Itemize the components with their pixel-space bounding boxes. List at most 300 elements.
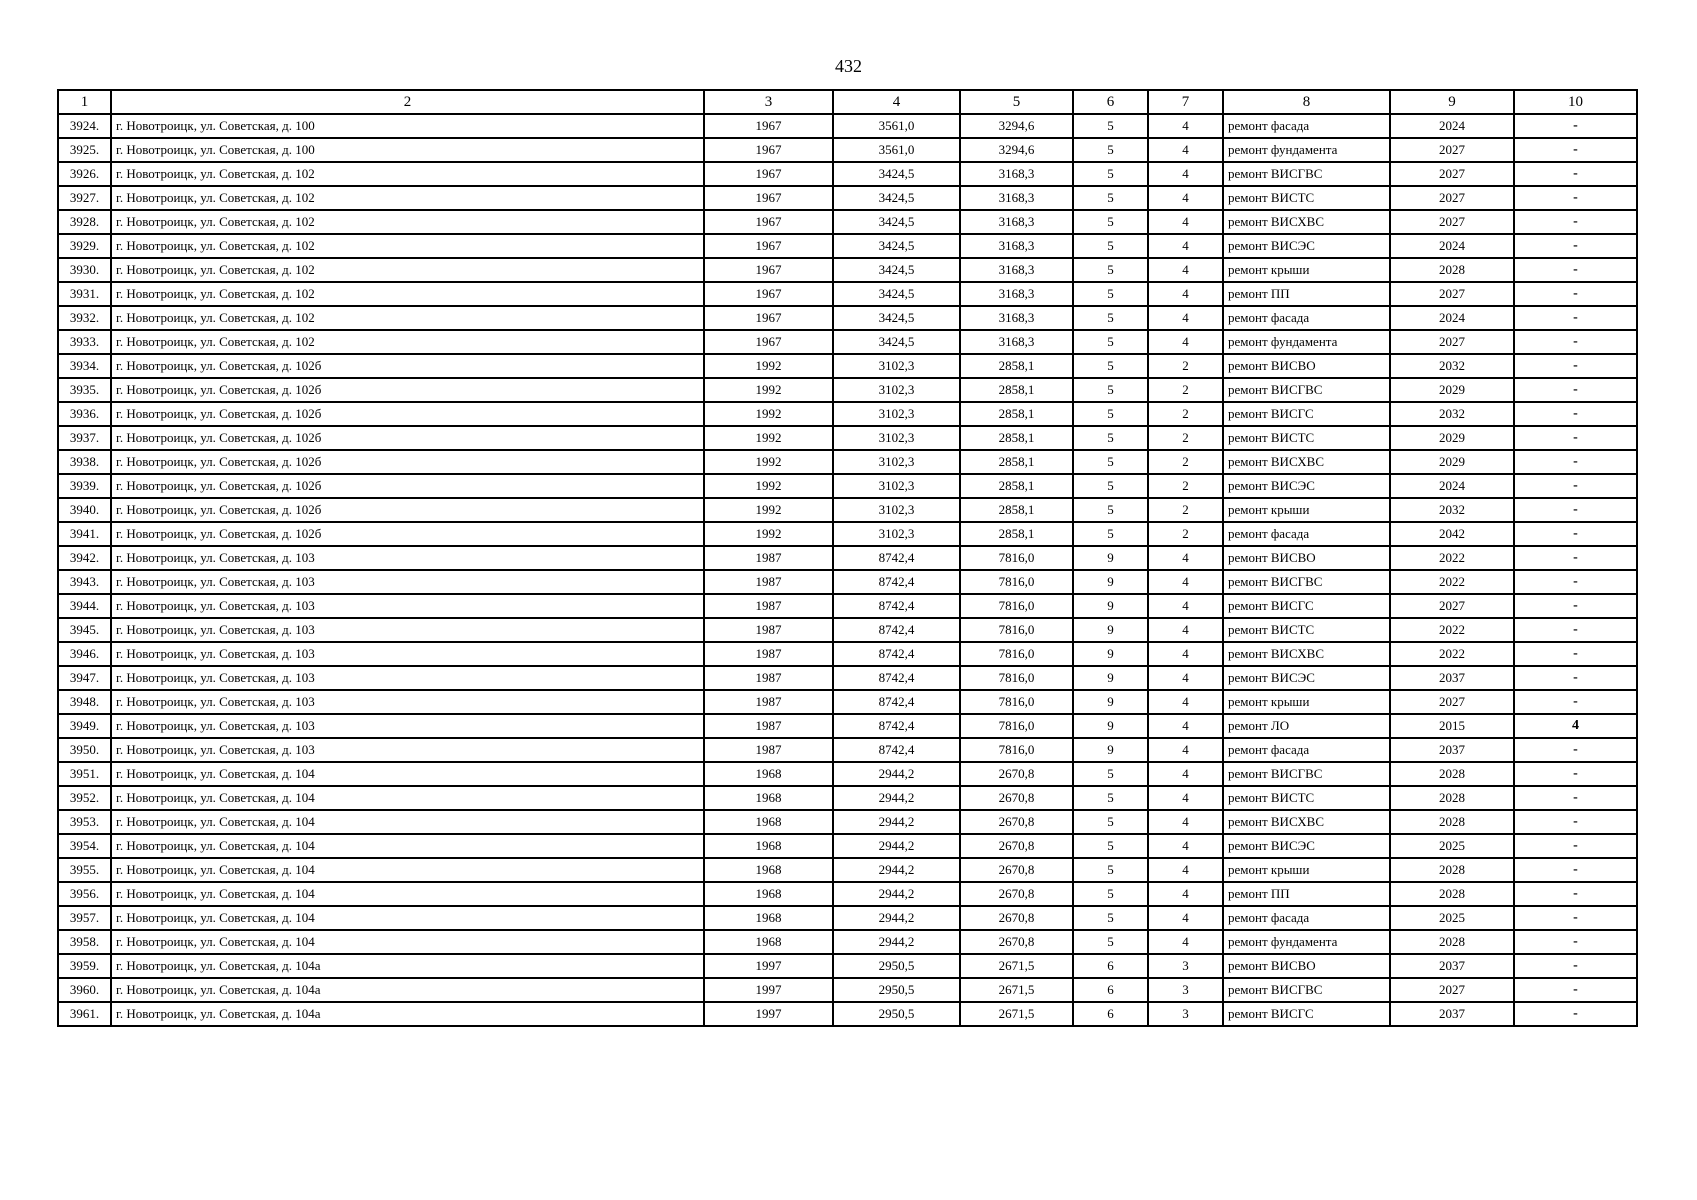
row-number-cell: 3953. bbox=[58, 810, 111, 834]
living-area-cell: 7816,0 bbox=[960, 666, 1073, 690]
year-built-cell: 1968 bbox=[704, 930, 833, 954]
floors-cell: 5 bbox=[1073, 930, 1148, 954]
planned-year-cell: 2029 bbox=[1390, 426, 1514, 450]
planned-year-cell: 2042 bbox=[1390, 522, 1514, 546]
year-built-cell: 1967 bbox=[704, 258, 833, 282]
address-cell: г. Новотроицк, ул. Советская, д. 104 bbox=[111, 762, 704, 786]
row-number-cell: 3934. bbox=[58, 354, 111, 378]
planned-year-cell: 2027 bbox=[1390, 282, 1514, 306]
entrances-cell: 4 bbox=[1148, 258, 1223, 282]
work-type-cell: ремонт ПП bbox=[1223, 882, 1390, 906]
entrances-cell: 3 bbox=[1148, 954, 1223, 978]
work-type-cell: ремонт ВИСВО bbox=[1223, 546, 1390, 570]
row-number-cell: 3938. bbox=[58, 450, 111, 474]
row-number-cell: 3925. bbox=[58, 138, 111, 162]
year-built-cell: 1967 bbox=[704, 282, 833, 306]
row-number-cell: 3952. bbox=[58, 786, 111, 810]
address-cell: г. Новотроицк, ул. Советская, д. 100 bbox=[111, 138, 704, 162]
table-row bbox=[58, 282, 1637, 306]
year-built-cell: 1968 bbox=[704, 810, 833, 834]
planned-year-cell: 2027 bbox=[1390, 690, 1514, 714]
living-area-cell: 2858,1 bbox=[960, 354, 1073, 378]
planned-year-cell: 2024 bbox=[1390, 306, 1514, 330]
planned-year-cell: 2028 bbox=[1390, 930, 1514, 954]
living-area-cell: 3168,3 bbox=[960, 186, 1073, 210]
column-header: 7 bbox=[1148, 90, 1223, 114]
work-type-cell: ремонт ВИСЭС bbox=[1223, 834, 1390, 858]
address-cell: г. Новотроицк, ул. Советская, д. 102 bbox=[111, 282, 704, 306]
year-built-cell: 1968 bbox=[704, 906, 833, 930]
note-cell: - bbox=[1514, 330, 1637, 354]
work-type-cell: ремонт фундамента bbox=[1223, 930, 1390, 954]
entrances-cell: 4 bbox=[1148, 642, 1223, 666]
table-row bbox=[58, 426, 1637, 450]
entrances-cell: 4 bbox=[1148, 618, 1223, 642]
entrances-cell: 4 bbox=[1148, 882, 1223, 906]
entrances-cell: 4 bbox=[1148, 666, 1223, 690]
total-area-cell: 3102,3 bbox=[833, 378, 960, 402]
row-number-cell: 3926. bbox=[58, 162, 111, 186]
work-type-cell: ремонт фасада bbox=[1223, 906, 1390, 930]
address-cell: г. Новотроицк, ул. Советская, д. 103 bbox=[111, 546, 704, 570]
entrances-cell: 4 bbox=[1148, 786, 1223, 810]
table-row bbox=[58, 546, 1637, 570]
living-area-cell: 2670,8 bbox=[960, 858, 1073, 882]
row-number-cell: 3941. bbox=[58, 522, 111, 546]
floors-cell: 5 bbox=[1073, 762, 1148, 786]
living-area-cell: 3294,6 bbox=[960, 138, 1073, 162]
year-built-cell: 1997 bbox=[704, 978, 833, 1002]
entrances-cell: 2 bbox=[1148, 378, 1223, 402]
row-number-cell: 3949. bbox=[58, 714, 111, 738]
note-cell: - bbox=[1514, 234, 1637, 258]
work-type-cell: ремонт ВИСТС bbox=[1223, 618, 1390, 642]
entrances-cell: 4 bbox=[1148, 906, 1223, 930]
address-cell: г. Новотроицк, ул. Советская, д. 103 bbox=[111, 666, 704, 690]
living-area-cell: 2670,8 bbox=[960, 882, 1073, 906]
year-built-cell: 1992 bbox=[704, 474, 833, 498]
table-body bbox=[58, 114, 1637, 1026]
year-built-cell: 1987 bbox=[704, 546, 833, 570]
entrances-cell: 4 bbox=[1148, 762, 1223, 786]
work-type-cell: ремонт ВИСГВС bbox=[1223, 570, 1390, 594]
entrances-cell: 4 bbox=[1148, 306, 1223, 330]
table-row bbox=[58, 762, 1637, 786]
address-cell: г. Новотроицк, ул. Советская, д. 102б bbox=[111, 522, 704, 546]
table-row bbox=[58, 738, 1637, 762]
entrances-cell: 4 bbox=[1148, 210, 1223, 234]
floors-cell: 5 bbox=[1073, 474, 1148, 498]
planned-year-cell: 2027 bbox=[1390, 186, 1514, 210]
year-built-cell: 1968 bbox=[704, 882, 833, 906]
year-built-cell: 1968 bbox=[704, 786, 833, 810]
total-area-cell: 8742,4 bbox=[833, 690, 960, 714]
address-cell: г. Новотроицк, ул. Советская, д. 103 bbox=[111, 714, 704, 738]
address-cell: г. Новотроицк, ул. Советская, д. 102б bbox=[111, 498, 704, 522]
work-type-cell: ремонт ВИСГВС bbox=[1223, 978, 1390, 1002]
row-number-cell: 3935. bbox=[58, 378, 111, 402]
total-area-cell: 3561,0 bbox=[833, 138, 960, 162]
row-number-cell: 3937. bbox=[58, 426, 111, 450]
planned-year-cell: 2024 bbox=[1390, 474, 1514, 498]
entrances-cell: 4 bbox=[1148, 186, 1223, 210]
row-number-cell: 3927. bbox=[58, 186, 111, 210]
planned-year-cell: 2025 bbox=[1390, 906, 1514, 930]
row-number-cell: 3954. bbox=[58, 834, 111, 858]
note-cell: - bbox=[1514, 930, 1637, 954]
year-built-cell: 1997 bbox=[704, 954, 833, 978]
planned-year-cell: 2028 bbox=[1390, 858, 1514, 882]
address-cell: г. Новотроицк, ул. Советская, д. 102 bbox=[111, 234, 704, 258]
year-built-cell: 1987 bbox=[704, 594, 833, 618]
table-row bbox=[58, 858, 1637, 882]
table-row bbox=[58, 162, 1637, 186]
floors-cell: 9 bbox=[1073, 594, 1148, 618]
address-cell: г. Новотроицк, ул. Советская, д. 102б bbox=[111, 474, 704, 498]
note-cell: - bbox=[1514, 186, 1637, 210]
total-area-cell: 8742,4 bbox=[833, 642, 960, 666]
address-cell: г. Новотроицк, ул. Советская, д. 102 bbox=[111, 258, 704, 282]
work-type-cell: ремонт ВИСЭС bbox=[1223, 666, 1390, 690]
living-area-cell: 7816,0 bbox=[960, 738, 1073, 762]
total-area-cell: 3102,3 bbox=[833, 522, 960, 546]
living-area-cell: 2670,8 bbox=[960, 810, 1073, 834]
total-area-cell: 8742,4 bbox=[833, 594, 960, 618]
entrances-cell: 2 bbox=[1148, 474, 1223, 498]
floors-cell: 5 bbox=[1073, 498, 1148, 522]
note-cell: - bbox=[1514, 258, 1637, 282]
floors-cell: 5 bbox=[1073, 186, 1148, 210]
entrances-cell: 2 bbox=[1148, 426, 1223, 450]
row-number-cell: 3950. bbox=[58, 738, 111, 762]
floors-cell: 9 bbox=[1073, 546, 1148, 570]
living-area-cell: 2858,1 bbox=[960, 474, 1073, 498]
address-cell: г. Новотроицк, ул. Советская, д. 102 bbox=[111, 162, 704, 186]
living-area-cell: 2670,8 bbox=[960, 762, 1073, 786]
total-area-cell: 8742,4 bbox=[833, 738, 960, 762]
total-area-cell: 2944,2 bbox=[833, 810, 960, 834]
total-area-cell: 3102,3 bbox=[833, 474, 960, 498]
work-type-cell: ремонт ВИСТС bbox=[1223, 426, 1390, 450]
row-number-cell: 3959. bbox=[58, 954, 111, 978]
living-area-cell: 2671,5 bbox=[960, 954, 1073, 978]
work-type-cell: ремонт крыши bbox=[1223, 498, 1390, 522]
row-number-cell: 3942. bbox=[58, 546, 111, 570]
living-area-cell: 2670,8 bbox=[960, 906, 1073, 930]
total-area-cell: 2950,5 bbox=[833, 954, 960, 978]
column-header: 5 bbox=[960, 90, 1073, 114]
living-area-cell: 2671,5 bbox=[960, 978, 1073, 1002]
row-number-cell: 3944. bbox=[58, 594, 111, 618]
year-built-cell: 1967 bbox=[704, 186, 833, 210]
note-cell: - bbox=[1514, 858, 1637, 882]
address-cell: г. Новотроицк, ул. Советская, д. 102 bbox=[111, 210, 704, 234]
work-type-cell: ремонт ВИСХВС bbox=[1223, 450, 1390, 474]
living-area-cell: 7816,0 bbox=[960, 642, 1073, 666]
table-row bbox=[58, 930, 1637, 954]
table-row bbox=[58, 690, 1637, 714]
note-cell: - bbox=[1514, 402, 1637, 426]
work-type-cell: ремонт ВИСВО bbox=[1223, 354, 1390, 378]
floors-cell: 5 bbox=[1073, 426, 1148, 450]
address-cell: г. Новотроицк, ул. Советская, д. 104а bbox=[111, 1002, 704, 1026]
year-built-cell: 1987 bbox=[704, 738, 833, 762]
table-row bbox=[58, 570, 1637, 594]
work-type-cell: ремонт крыши bbox=[1223, 258, 1390, 282]
entrances-cell: 4 bbox=[1148, 738, 1223, 762]
total-area-cell: 3102,3 bbox=[833, 402, 960, 426]
living-area-cell: 2858,1 bbox=[960, 378, 1073, 402]
floors-cell: 5 bbox=[1073, 258, 1148, 282]
table-row bbox=[58, 906, 1637, 930]
address-cell: г. Новотроицк, ул. Советская, д. 104 bbox=[111, 834, 704, 858]
note-cell: - bbox=[1514, 546, 1637, 570]
floors-cell: 5 bbox=[1073, 810, 1148, 834]
entrances-cell: 4 bbox=[1148, 138, 1223, 162]
note-cell: - bbox=[1514, 810, 1637, 834]
year-built-cell: 1987 bbox=[704, 618, 833, 642]
note-cell: - bbox=[1514, 162, 1637, 186]
living-area-cell: 2858,1 bbox=[960, 498, 1073, 522]
note-cell: - bbox=[1514, 378, 1637, 402]
work-type-cell: ремонт крыши bbox=[1223, 858, 1390, 882]
planned-year-cell: 2027 bbox=[1390, 210, 1514, 234]
note-cell: - bbox=[1514, 570, 1637, 594]
living-area-cell: 7816,0 bbox=[960, 594, 1073, 618]
entrances-cell: 4 bbox=[1148, 282, 1223, 306]
year-built-cell: 1992 bbox=[704, 450, 833, 474]
planned-year-cell: 2022 bbox=[1390, 642, 1514, 666]
work-type-cell: ремонт ВИСТС bbox=[1223, 786, 1390, 810]
table-row bbox=[58, 210, 1637, 234]
work-type-cell: ремонт фундамента bbox=[1223, 138, 1390, 162]
table-row bbox=[58, 258, 1637, 282]
work-type-cell: ремонт ЛО bbox=[1223, 714, 1390, 738]
entrances-cell: 4 bbox=[1148, 858, 1223, 882]
living-area-cell: 3168,3 bbox=[960, 306, 1073, 330]
living-area-cell: 2858,1 bbox=[960, 450, 1073, 474]
note-cell: - bbox=[1514, 906, 1637, 930]
floors-cell: 5 bbox=[1073, 306, 1148, 330]
row-number-cell: 3940. bbox=[58, 498, 111, 522]
floors-cell: 6 bbox=[1073, 954, 1148, 978]
row-number-cell: 3939. bbox=[58, 474, 111, 498]
year-built-cell: 1987 bbox=[704, 666, 833, 690]
total-area-cell: 2944,2 bbox=[833, 858, 960, 882]
floors-cell: 6 bbox=[1073, 978, 1148, 1002]
total-area-cell: 2944,2 bbox=[833, 834, 960, 858]
entrances-cell: 2 bbox=[1148, 354, 1223, 378]
total-area-cell: 3102,3 bbox=[833, 354, 960, 378]
row-number-cell: 3929. bbox=[58, 234, 111, 258]
address-cell: г. Новотроицк, ул. Советская, д. 104а bbox=[111, 978, 704, 1002]
floors-cell: 9 bbox=[1073, 738, 1148, 762]
entrances-cell: 4 bbox=[1148, 570, 1223, 594]
living-area-cell: 2858,1 bbox=[960, 522, 1073, 546]
planned-year-cell: 2028 bbox=[1390, 762, 1514, 786]
note-cell: - bbox=[1514, 498, 1637, 522]
column-header: 6 bbox=[1073, 90, 1148, 114]
total-area-cell: 3424,5 bbox=[833, 306, 960, 330]
address-cell: г. Новотроицк, ул. Советская, д. 102б bbox=[111, 426, 704, 450]
total-area-cell: 2944,2 bbox=[833, 906, 960, 930]
planned-year-cell: 2028 bbox=[1390, 882, 1514, 906]
floors-cell: 5 bbox=[1073, 882, 1148, 906]
floors-cell: 9 bbox=[1073, 642, 1148, 666]
year-built-cell: 1992 bbox=[704, 402, 833, 426]
note-cell: - bbox=[1514, 426, 1637, 450]
year-built-cell: 1967 bbox=[704, 138, 833, 162]
work-type-cell: ремонт ВИСГВС bbox=[1223, 162, 1390, 186]
year-built-cell: 1967 bbox=[704, 210, 833, 234]
year-built-cell: 1967 bbox=[704, 162, 833, 186]
table-row bbox=[58, 954, 1637, 978]
floors-cell: 5 bbox=[1073, 354, 1148, 378]
living-area-cell: 3168,3 bbox=[960, 330, 1073, 354]
note-cell: - bbox=[1514, 210, 1637, 234]
address-cell: г. Новотроицк, ул. Советская, д. 103 bbox=[111, 690, 704, 714]
table-row bbox=[58, 594, 1637, 618]
total-area-cell: 8742,4 bbox=[833, 546, 960, 570]
address-cell: г. Новотроицк, ул. Советская, д. 104 bbox=[111, 906, 704, 930]
entrances-cell: 4 bbox=[1148, 810, 1223, 834]
address-cell: г. Новотроицк, ул. Советская, д. 102б bbox=[111, 402, 704, 426]
address-cell: г. Новотроицк, ул. Советская, д. 103 bbox=[111, 738, 704, 762]
floors-cell: 5 bbox=[1073, 378, 1148, 402]
floors-cell: 5 bbox=[1073, 234, 1148, 258]
row-number-cell: 3946. bbox=[58, 642, 111, 666]
year-built-cell: 1992 bbox=[704, 522, 833, 546]
living-area-cell: 2670,8 bbox=[960, 930, 1073, 954]
floors-cell: 5 bbox=[1073, 858, 1148, 882]
table-row bbox=[58, 234, 1637, 258]
floors-cell: 5 bbox=[1073, 522, 1148, 546]
table-row bbox=[58, 666, 1637, 690]
address-cell: г. Новотроицк, ул. Советская, д. 100 bbox=[111, 114, 704, 138]
work-type-cell: ремонт ВИСГВС bbox=[1223, 762, 1390, 786]
address-cell: г. Новотроицк, ул. Советская, д. 104 bbox=[111, 858, 704, 882]
table-header-row bbox=[58, 90, 1637, 114]
total-area-cell: 2944,2 bbox=[833, 762, 960, 786]
living-area-cell: 2670,8 bbox=[960, 834, 1073, 858]
address-cell: г. Новотроицк, ул. Советская, д. 102б bbox=[111, 378, 704, 402]
note-cell: - bbox=[1514, 786, 1637, 810]
note-cell: - bbox=[1514, 618, 1637, 642]
address-cell: г. Новотроицк, ул. Советская, д. 104 bbox=[111, 810, 704, 834]
column-header: 8 bbox=[1223, 90, 1390, 114]
living-area-cell: 3168,3 bbox=[960, 210, 1073, 234]
planned-year-cell: 2022 bbox=[1390, 570, 1514, 594]
work-type-cell: ремонт ВИСВО bbox=[1223, 954, 1390, 978]
floors-cell: 9 bbox=[1073, 714, 1148, 738]
floors-cell: 5 bbox=[1073, 282, 1148, 306]
living-area-cell: 2671,5 bbox=[960, 1002, 1073, 1026]
row-number-cell: 3930. bbox=[58, 258, 111, 282]
floors-cell: 5 bbox=[1073, 138, 1148, 162]
total-area-cell: 3424,5 bbox=[833, 210, 960, 234]
floors-cell: 5 bbox=[1073, 786, 1148, 810]
work-type-cell: ремонт фасада bbox=[1223, 522, 1390, 546]
note-cell: - bbox=[1514, 834, 1637, 858]
planned-year-cell: 2027 bbox=[1390, 138, 1514, 162]
work-type-cell: ремонт ВИСТС bbox=[1223, 186, 1390, 210]
note-cell: - bbox=[1514, 522, 1637, 546]
total-area-cell: 8742,4 bbox=[833, 570, 960, 594]
address-cell: г. Новотроицк, ул. Советская, д. 103 bbox=[111, 570, 704, 594]
table-row bbox=[58, 642, 1637, 666]
table-row bbox=[58, 114, 1637, 138]
row-number-cell: 3957. bbox=[58, 906, 111, 930]
table-row bbox=[58, 882, 1637, 906]
work-type-cell: ремонт ПП bbox=[1223, 282, 1390, 306]
address-cell: г. Новотроицк, ул. Советская, д. 104а bbox=[111, 954, 704, 978]
total-area-cell: 3424,5 bbox=[833, 282, 960, 306]
work-type-cell: ремонт фасада bbox=[1223, 306, 1390, 330]
total-area-cell: 3561,0 bbox=[833, 114, 960, 138]
entrances-cell: 3 bbox=[1148, 1002, 1223, 1026]
floors-cell: 5 bbox=[1073, 210, 1148, 234]
table-row bbox=[58, 354, 1637, 378]
column-header: 10 bbox=[1514, 90, 1637, 114]
table-row bbox=[58, 786, 1637, 810]
row-number-cell: 3928. bbox=[58, 210, 111, 234]
total-area-cell: 3102,3 bbox=[833, 450, 960, 474]
planned-year-cell: 2032 bbox=[1390, 354, 1514, 378]
entrances-cell: 4 bbox=[1148, 594, 1223, 618]
planned-year-cell: 2022 bbox=[1390, 546, 1514, 570]
floors-cell: 9 bbox=[1073, 690, 1148, 714]
planned-year-cell: 2025 bbox=[1390, 834, 1514, 858]
row-number-cell: 3951. bbox=[58, 762, 111, 786]
floors-cell: 5 bbox=[1073, 114, 1148, 138]
planned-year-cell: 2024 bbox=[1390, 234, 1514, 258]
planned-year-cell: 2029 bbox=[1390, 378, 1514, 402]
note-cell: - bbox=[1514, 114, 1637, 138]
table-row bbox=[58, 378, 1637, 402]
year-built-cell: 1992 bbox=[704, 378, 833, 402]
planned-year-cell: 2037 bbox=[1390, 954, 1514, 978]
note-cell: - bbox=[1514, 138, 1637, 162]
note-cell: - bbox=[1514, 474, 1637, 498]
note-cell: - bbox=[1514, 594, 1637, 618]
entrances-cell: 2 bbox=[1148, 498, 1223, 522]
total-area-cell: 3102,3 bbox=[833, 498, 960, 522]
row-number-cell: 3933. bbox=[58, 330, 111, 354]
table-row bbox=[58, 522, 1637, 546]
living-area-cell: 3168,3 bbox=[960, 162, 1073, 186]
entrances-cell: 3 bbox=[1148, 978, 1223, 1002]
floors-cell: 6 bbox=[1073, 1002, 1148, 1026]
note-cell: - bbox=[1514, 666, 1637, 690]
living-area-cell: 3294,6 bbox=[960, 114, 1073, 138]
table-row bbox=[58, 978, 1637, 1002]
planned-year-cell: 2022 bbox=[1390, 618, 1514, 642]
table-row bbox=[58, 330, 1637, 354]
year-built-cell: 1987 bbox=[704, 714, 833, 738]
note-cell: - bbox=[1514, 306, 1637, 330]
column-header: 2 bbox=[111, 90, 704, 114]
row-number-cell: 3945. bbox=[58, 618, 111, 642]
row-number-cell: 3936. bbox=[58, 402, 111, 426]
entrances-cell: 4 bbox=[1148, 834, 1223, 858]
row-number-cell: 3943. bbox=[58, 570, 111, 594]
address-cell: г. Новотроицк, ул. Советская, д. 102б bbox=[111, 354, 704, 378]
living-area-cell: 3168,3 bbox=[960, 282, 1073, 306]
total-area-cell: 2950,5 bbox=[833, 1002, 960, 1026]
entrances-cell: 4 bbox=[1148, 234, 1223, 258]
floors-cell: 9 bbox=[1073, 570, 1148, 594]
row-number-cell: 3948. bbox=[58, 690, 111, 714]
